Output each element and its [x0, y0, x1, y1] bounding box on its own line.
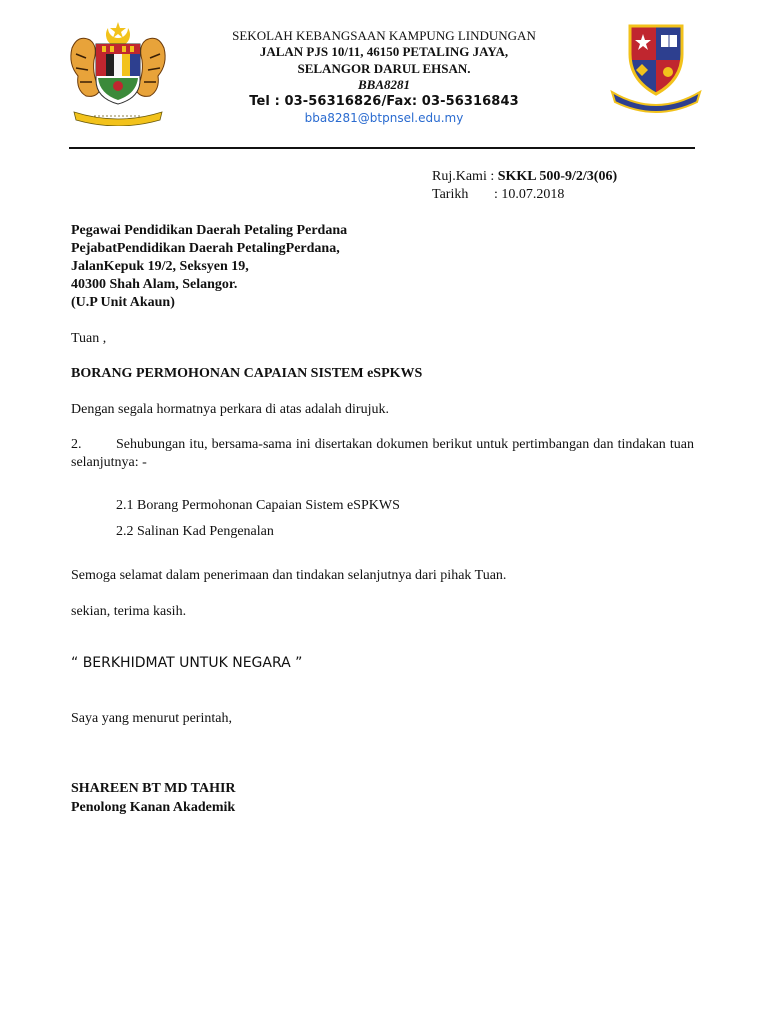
- header-divider: [69, 147, 695, 149]
- recipient-line: JalanKepuk 19/2, Seksyen 19,: [71, 259, 249, 274]
- school-code: BBA8281: [357, 77, 410, 92]
- list-item: 2.2 Salinan Kad Pengenalan: [116, 524, 274, 539]
- sign-intro: Saya yang menurut perintah,: [71, 711, 232, 726]
- date-label: Tarikh: [432, 187, 469, 202]
- paragraph-2: [71, 436, 694, 472]
- paragraph-2-number: 2.: [71, 437, 82, 452]
- date-line: [432, 186, 564, 204]
- subject-heading: BORANG PERMOHONAN CAPAIAN SISTEM eSPKWS: [71, 366, 423, 381]
- signer-name: SHAREEN BT MD TAHIR: [71, 781, 236, 796]
- recipient-line: Pegawai Pendidikan Daerah Petaling Perdana: [71, 223, 348, 238]
- phone-fax: Tel : 03-56316826/Fax: 03-56316843: [249, 94, 519, 109]
- paragraph-1: Dengan segala hormatnya perkara di atas adalah dirujuk.: [71, 402, 389, 417]
- reference-line: [432, 168, 617, 186]
- school-name: SEKOLAH KEBANGSAAN KAMPUNG LINDUNGAN: [232, 28, 536, 43]
- signer-title: Penolong Kanan Akademik: [71, 800, 236, 815]
- recipient-line: PejabatPendidikan Daerah PetalingPerdana,: [71, 241, 340, 256]
- ruj-label: Ruj.Kami :: [432, 169, 495, 184]
- address-line-2: SELANGOR DARUL EHSAN.: [297, 61, 471, 76]
- recipient-block: [71, 222, 347, 312]
- closing-line-2: sekian, terima kasih.: [71, 604, 187, 619]
- paragraph-2-text: Sehubungan itu, bersama-sama ini disertakan dokumen berikut untuk pertimbangan dan tindakan tuan selanjutnya: -: [71, 437, 694, 470]
- date-value: : 10.07.2018: [494, 187, 565, 202]
- email-link[interactable]: bba8281@btpnsel.edu.my: [304, 111, 464, 125]
- address-line-1: JALAN PJS 10/11, 46150 PETALING JAYA,: [259, 44, 509, 59]
- list-item: 2.1 Borang Permohonan Capaian Sistem eSPKWS: [116, 498, 400, 513]
- closing-line-1: Semoga selamat dalam penerimaan dan tindakan selanjutnya dari pihak Tuan.: [71, 568, 507, 583]
- salutation: Tuan ,: [71, 331, 107, 346]
- recipient-line: 40300 Shah Alam, Selangor.: [71, 277, 238, 292]
- ruj-value: SKKL 500-9/2/3(06): [497, 169, 618, 184]
- motto: “ BERKHIDMAT UNTUK NEGARA ”: [71, 655, 303, 671]
- recipient-line: (U.P Unit Akaun): [71, 295, 175, 310]
